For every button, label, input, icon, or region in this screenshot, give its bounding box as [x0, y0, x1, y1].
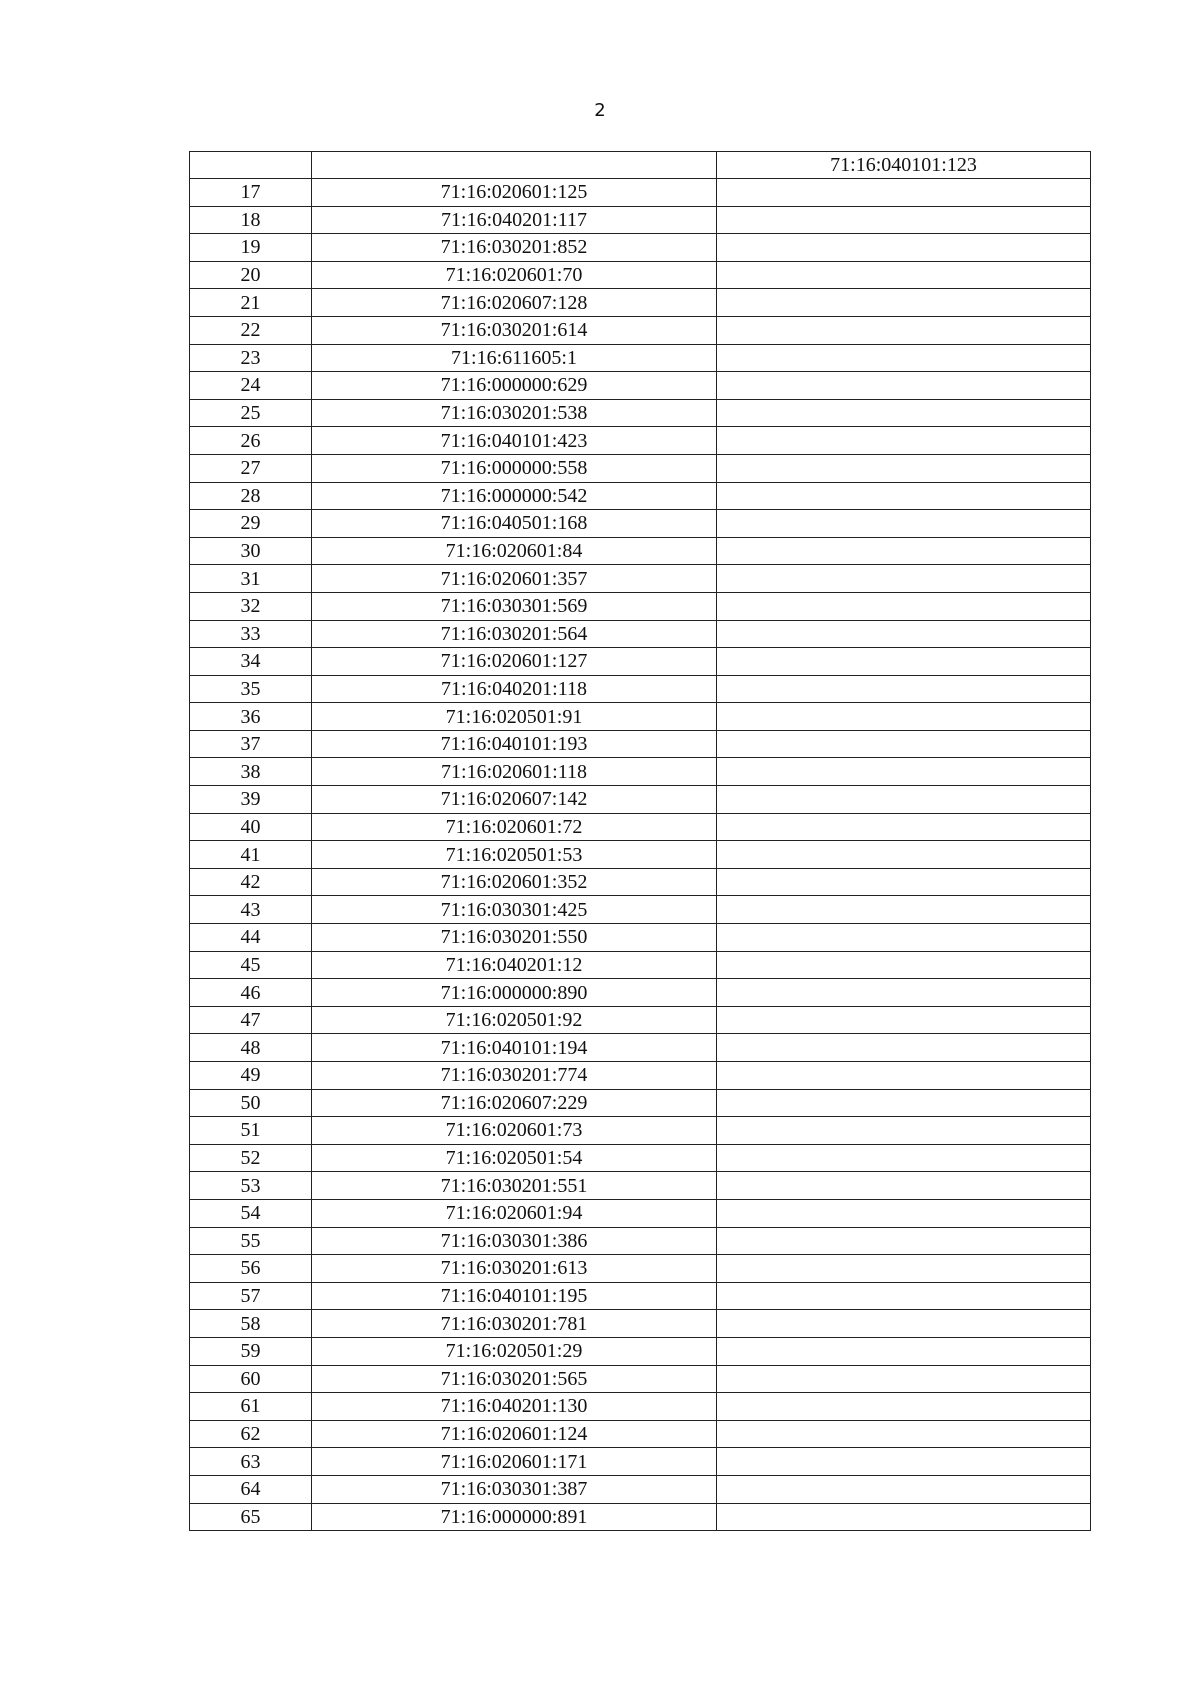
table-row: [190, 1199, 1091, 1227]
row-number-cell: 62: [190, 1420, 312, 1448]
table-row: [190, 1365, 1091, 1393]
cadastral-number-cell: 71:16:040501:168: [312, 510, 717, 538]
empty-cell: [717, 1227, 1091, 1255]
table-row: [190, 510, 1091, 538]
empty-cell: [717, 1144, 1091, 1172]
row-number-cell: 51: [190, 1117, 312, 1145]
cadastral-number-cell: 71:16:020601:73: [312, 1117, 717, 1145]
cadastral-number-cell: 71:16:030201:613: [312, 1255, 717, 1283]
table-row: [190, 234, 1091, 262]
row-number-cell: 42: [190, 868, 312, 896]
table-row: [190, 1393, 1091, 1421]
row-number-cell: 47: [190, 1006, 312, 1034]
table-row: [190, 1255, 1091, 1283]
row-number-cell: 65: [190, 1503, 312, 1531]
empty-cell: [717, 1448, 1091, 1476]
empty-cell: [717, 1282, 1091, 1310]
cadastral-number-cell: 71:16:030301:387: [312, 1475, 717, 1503]
table-row: [190, 1448, 1091, 1476]
empty-cell: [717, 592, 1091, 620]
empty-cell: [717, 703, 1091, 731]
cadastral-number-cell: 71:16:020607:128: [312, 289, 717, 317]
cadastral-number-cell: 71:16:030201:551: [312, 1172, 717, 1200]
row-number-cell: 23: [190, 344, 312, 372]
cadastral-number-cell: 71:16:030301:425: [312, 896, 717, 924]
table-row: [190, 372, 1091, 400]
table-row: [190, 179, 1091, 207]
row-number-cell: 35: [190, 675, 312, 703]
table-row: [190, 1227, 1091, 1255]
row-number-cell: 64: [190, 1475, 312, 1503]
empty-cell: [717, 510, 1091, 538]
row-number-cell: 41: [190, 841, 312, 869]
table-row: [190, 1282, 1091, 1310]
table-row: [190, 289, 1091, 317]
empty-cell: [717, 758, 1091, 786]
table-row: [190, 1144, 1091, 1172]
table-row: [190, 758, 1091, 786]
cadastral-number-cell: 71:16:020601:352: [312, 868, 717, 896]
empty-cell: [717, 730, 1091, 758]
row-number-cell: 39: [190, 786, 312, 814]
page-number: 2: [594, 100, 606, 121]
table-row: [190, 261, 1091, 289]
row-number-cell: 36: [190, 703, 312, 731]
empty-cell: [717, 813, 1091, 841]
table-row: [190, 648, 1091, 676]
row-number-cell: 24: [190, 372, 312, 400]
row-number-cell: 52: [190, 1144, 312, 1172]
table-row: [190, 592, 1091, 620]
cadastral-table-body: [190, 152, 1091, 1531]
table-row: [190, 1475, 1091, 1503]
row-number-cell: 49: [190, 1062, 312, 1090]
row-number-cell: 59: [190, 1337, 312, 1365]
table-row: [190, 344, 1091, 372]
empty-cell: [717, 206, 1091, 234]
empty-cell: [717, 261, 1091, 289]
table-row: [190, 1172, 1091, 1200]
empty-cell: [717, 675, 1091, 703]
cadastral-number-cell: 71:16:040201:12: [312, 951, 717, 979]
row-number-cell: 56: [190, 1255, 312, 1283]
cadastral-number-cell: 71:16:030301:386: [312, 1227, 717, 1255]
cadastral-number-cell: 71:16:020601:125: [312, 179, 717, 207]
empty-cell: [717, 234, 1091, 262]
row-number-cell: 33: [190, 620, 312, 648]
cadastral-number-cell: 71:16:020601:70: [312, 261, 717, 289]
cadastral-number-cell: 71:16:040101:423: [312, 427, 717, 455]
row-number-cell: 19: [190, 234, 312, 262]
table-row: [190, 454, 1091, 482]
cadastral-table: [189, 151, 1091, 1531]
cadastral-number-cell: 71:16:020601:124: [312, 1420, 717, 1448]
row-number-cell: 18: [190, 206, 312, 234]
empty-cell: [717, 482, 1091, 510]
empty-cell: [717, 565, 1091, 593]
cadastral-number-cell: 71:16:020601:127: [312, 648, 717, 676]
cadastral-number-cell: 71:16:000000:890: [312, 979, 717, 1007]
row-number-cell: 25: [190, 399, 312, 427]
empty-cell: [717, 179, 1091, 207]
cadastral-number-cell: 71:16:020607:142: [312, 786, 717, 814]
cadastral-number-cell: 71:16:030201:550: [312, 924, 717, 952]
table-row: [190, 1062, 1091, 1090]
table-row: [190, 206, 1091, 234]
row-number-cell: 50: [190, 1089, 312, 1117]
cadastral-number-cell: 71:16:020501:54: [312, 1144, 717, 1172]
row-number-cell: 30: [190, 537, 312, 565]
table-row: [190, 1337, 1091, 1365]
extra-cadastral-cell: 71:16:040101:123: [717, 152, 1091, 179]
empty-cell: [717, 951, 1091, 979]
row-number-cell: 46: [190, 979, 312, 1007]
cadastral-number-cell: 71:16:030201:614: [312, 316, 717, 344]
empty-cell: [717, 1062, 1091, 1090]
row-number-cell: 17: [190, 179, 312, 207]
cadastral-number-cell: 71:16:020501:53: [312, 841, 717, 869]
row-number-cell: [190, 152, 312, 179]
cadastral-number-cell: 71:16:020607:229: [312, 1089, 717, 1117]
row-number-cell: 28: [190, 482, 312, 510]
table-row: [190, 1420, 1091, 1448]
cadastral-number-cell: 71:16:030201:774: [312, 1062, 717, 1090]
table-row: [190, 1117, 1091, 1145]
row-number-cell: 37: [190, 730, 312, 758]
cadastral-number-cell: 71:16:020601:118: [312, 758, 717, 786]
empty-cell: [717, 1199, 1091, 1227]
row-number-cell: 58: [190, 1310, 312, 1338]
empty-cell: [717, 537, 1091, 565]
table-row: [190, 152, 1091, 179]
table-row: [190, 1310, 1091, 1338]
row-number-cell: 29: [190, 510, 312, 538]
table-row: [190, 482, 1091, 510]
cadastral-number-cell: 71:16:020501:92: [312, 1006, 717, 1034]
cadastral-number-cell: 71:16:040101:193: [312, 730, 717, 758]
table-row: [190, 979, 1091, 1007]
row-number-cell: 27: [190, 454, 312, 482]
table-row: [190, 316, 1091, 344]
table-row: [190, 868, 1091, 896]
empty-cell: [717, 1172, 1091, 1200]
cadastral-number-cell: 71:16:000000:891: [312, 1503, 717, 1531]
empty-cell: [717, 427, 1091, 455]
cadastral-number-cell: 71:16:611605:1: [312, 344, 717, 372]
table-row: [190, 565, 1091, 593]
row-number-cell: 32: [190, 592, 312, 620]
row-number-cell: 61: [190, 1393, 312, 1421]
row-number-cell: 55: [190, 1227, 312, 1255]
table-row: [190, 620, 1091, 648]
empty-cell: [717, 372, 1091, 400]
empty-cell: [717, 786, 1091, 814]
empty-cell: [717, 1255, 1091, 1283]
row-number-cell: 34: [190, 648, 312, 676]
empty-cell: [717, 841, 1091, 869]
table-row: [190, 951, 1091, 979]
cadastral-number-cell: 71:16:030201:564: [312, 620, 717, 648]
cadastral-number-cell: 71:16:030201:538: [312, 399, 717, 427]
row-number-cell: 21: [190, 289, 312, 317]
row-number-cell: 48: [190, 1034, 312, 1062]
row-number-cell: 38: [190, 758, 312, 786]
table-row: [190, 1503, 1091, 1531]
cadastral-number-cell: 71:16:020501:29: [312, 1337, 717, 1365]
empty-cell: [717, 399, 1091, 427]
table-row: [190, 924, 1091, 952]
row-number-cell: 44: [190, 924, 312, 952]
cadastral-number-cell: 71:16:040101:194: [312, 1034, 717, 1062]
cadastral-number-cell: 71:16:020501:91: [312, 703, 717, 731]
row-number-cell: 57: [190, 1282, 312, 1310]
row-number-cell: 20: [190, 261, 312, 289]
row-number-cell: 53: [190, 1172, 312, 1200]
table-row: [190, 1034, 1091, 1062]
empty-cell: [717, 1420, 1091, 1448]
table-row: [190, 537, 1091, 565]
empty-cell: [717, 1310, 1091, 1338]
cadastral-number-cell: 71:16:000000:558: [312, 454, 717, 482]
empty-cell: [717, 1393, 1091, 1421]
empty-cell: [717, 316, 1091, 344]
row-number-cell: 60: [190, 1365, 312, 1393]
table-row: [190, 427, 1091, 455]
cadastral-number-cell: 71:16:020601:72: [312, 813, 717, 841]
table-row: [190, 896, 1091, 924]
empty-cell: [717, 344, 1091, 372]
cadastral-number-cell: 71:16:020601:171: [312, 1448, 717, 1476]
empty-cell: [717, 1365, 1091, 1393]
cadastral-number-cell: 71:16:030201:852: [312, 234, 717, 262]
empty-cell: [717, 1475, 1091, 1503]
row-number-cell: 40: [190, 813, 312, 841]
empty-cell: [717, 924, 1091, 952]
empty-cell: [717, 620, 1091, 648]
empty-cell: [717, 979, 1091, 1007]
empty-cell: [717, 1117, 1091, 1145]
cadastral-number-cell: 71:16:040201:117: [312, 206, 717, 234]
empty-cell: [717, 1337, 1091, 1365]
cadastral-number-cell: 71:16:020601:84: [312, 537, 717, 565]
cadastral-number-cell: 71:16:040201:130: [312, 1393, 717, 1421]
empty-cell: [717, 1006, 1091, 1034]
row-number-cell: 43: [190, 896, 312, 924]
row-number-cell: 63: [190, 1448, 312, 1476]
table-row: [190, 841, 1091, 869]
cadastral-number-cell: 71:16:030201:565: [312, 1365, 717, 1393]
cadastral-number-cell: 71:16:040201:118: [312, 675, 717, 703]
table-row: [190, 786, 1091, 814]
empty-cell: [717, 868, 1091, 896]
cadastral-number-cell: 71:16:030301:569: [312, 592, 717, 620]
table-row: [190, 730, 1091, 758]
table-row: [190, 703, 1091, 731]
table-row: [190, 813, 1091, 841]
empty-cell: [717, 454, 1091, 482]
cadastral-number-cell: 71:16:030201:781: [312, 1310, 717, 1338]
row-number-cell: 54: [190, 1199, 312, 1227]
cadastral-number-cell: [312, 152, 717, 179]
empty-cell: [717, 648, 1091, 676]
cadastral-number-cell: 71:16:040101:195: [312, 1282, 717, 1310]
cadastral-number-cell: 71:16:000000:542: [312, 482, 717, 510]
row-number-cell: 31: [190, 565, 312, 593]
cadastral-number-cell: 71:16:020601:94: [312, 1199, 717, 1227]
table-row: [190, 1006, 1091, 1034]
empty-cell: [717, 1034, 1091, 1062]
cadastral-number-cell: 71:16:000000:629: [312, 372, 717, 400]
table-row: [190, 399, 1091, 427]
table-row: [190, 1089, 1091, 1117]
cadastral-number-cell: 71:16:020601:357: [312, 565, 717, 593]
empty-cell: [717, 1503, 1091, 1531]
empty-cell: [717, 289, 1091, 317]
row-number-cell: 45: [190, 951, 312, 979]
empty-cell: [717, 896, 1091, 924]
table-row: [190, 675, 1091, 703]
row-number-cell: 26: [190, 427, 312, 455]
row-number-cell: 22: [190, 316, 312, 344]
empty-cell: [717, 1089, 1091, 1117]
